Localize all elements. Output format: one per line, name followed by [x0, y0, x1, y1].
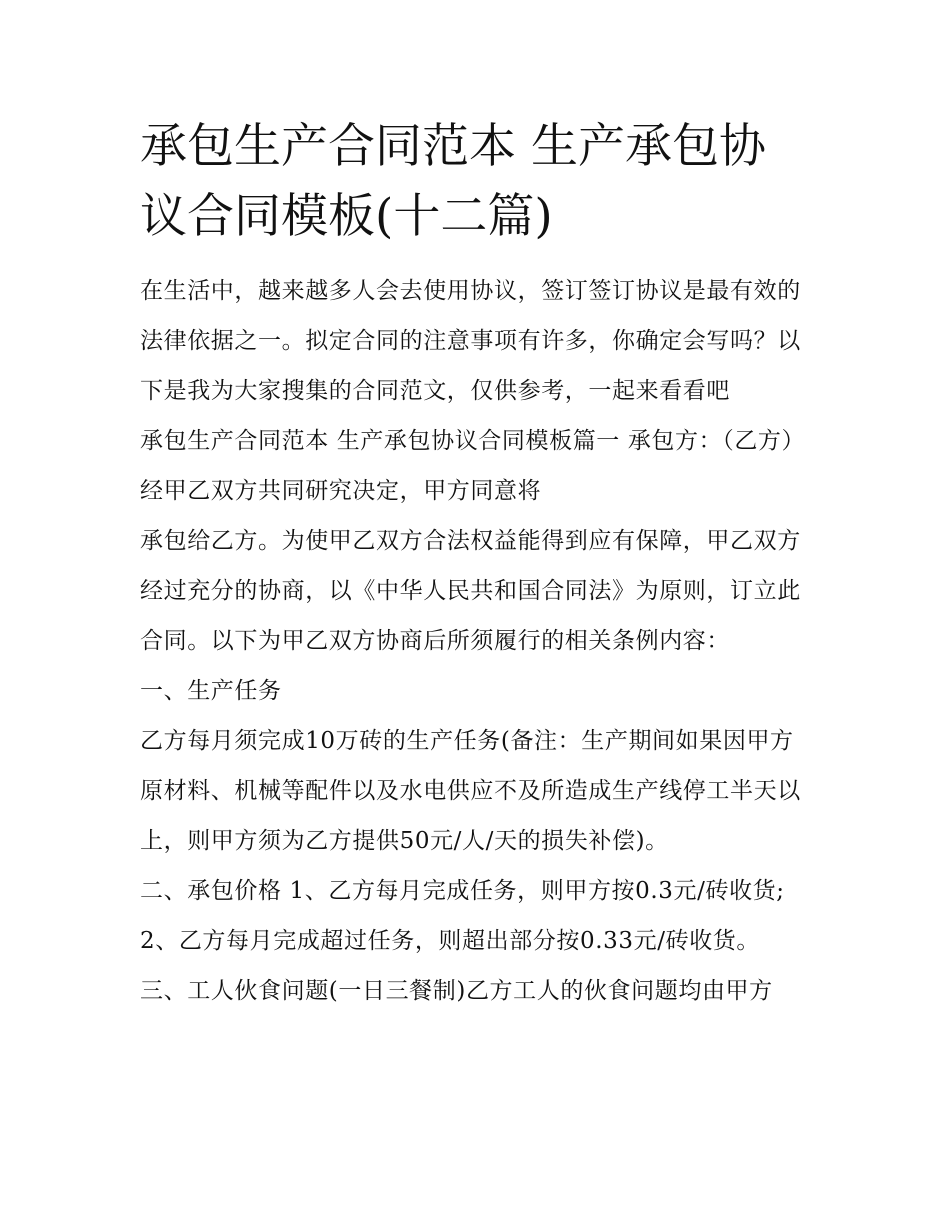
paragraph-price-clause-2: 2、乙方每月完成超过任务，则超出部分按0.33元/砖收货。	[140, 928, 760, 954]
document-page	[140, 112, 812, 1016]
paragraph-price-clause-1: 二、承包价格 1、乙方每月完成任务，则甲方按0.3元/砖收货;	[140, 878, 785, 904]
paragraph-contract-header: 承包生产合同范本 生产承包协议合同模板篇一 承包方：（乙方）经甲乙双方共同研究决定，甲方同意将	[140, 428, 806, 504]
paragraph-meals-clause: 三、工人伙食问题(一日三餐制)乙方工人的伙食问题均由甲方	[140, 978, 773, 1004]
document-title: 承包生产合同范本 生产承包协议合同模板(十二篇)	[140, 119, 766, 244]
document-body	[140, 266, 812, 1016]
paragraph-contract-purpose: 承包给乙方。为使甲乙双方合法权益能得到应有保障，甲乙双方经过充分的协商，以《中华人民共和国合同法》为原则，订立此合同。以下为甲乙双方协商后所须履行的相关条例内容：	[140, 528, 801, 654]
paragraph-intro: 在生活中，越来越多人会去使用协议，签订签订协议是最有效的法律依据之一。拟定合同的注意事项有许多，你确定会写吗？以下是我为大家搜集的合同范文，仅供参考，一起来看看吧	[140, 278, 801, 404]
section-heading-production-task: 一、生产任务	[140, 678, 282, 704]
paragraph-production-task: 乙方每月须完成10万砖的生产任务(备注：生产期间如果因甲方原材料、机械等配件以及水电供应不及所造成生产线停工半天以上，则甲方须为乙方提供50元/人/天的损失补偿)。	[140, 728, 801, 854]
